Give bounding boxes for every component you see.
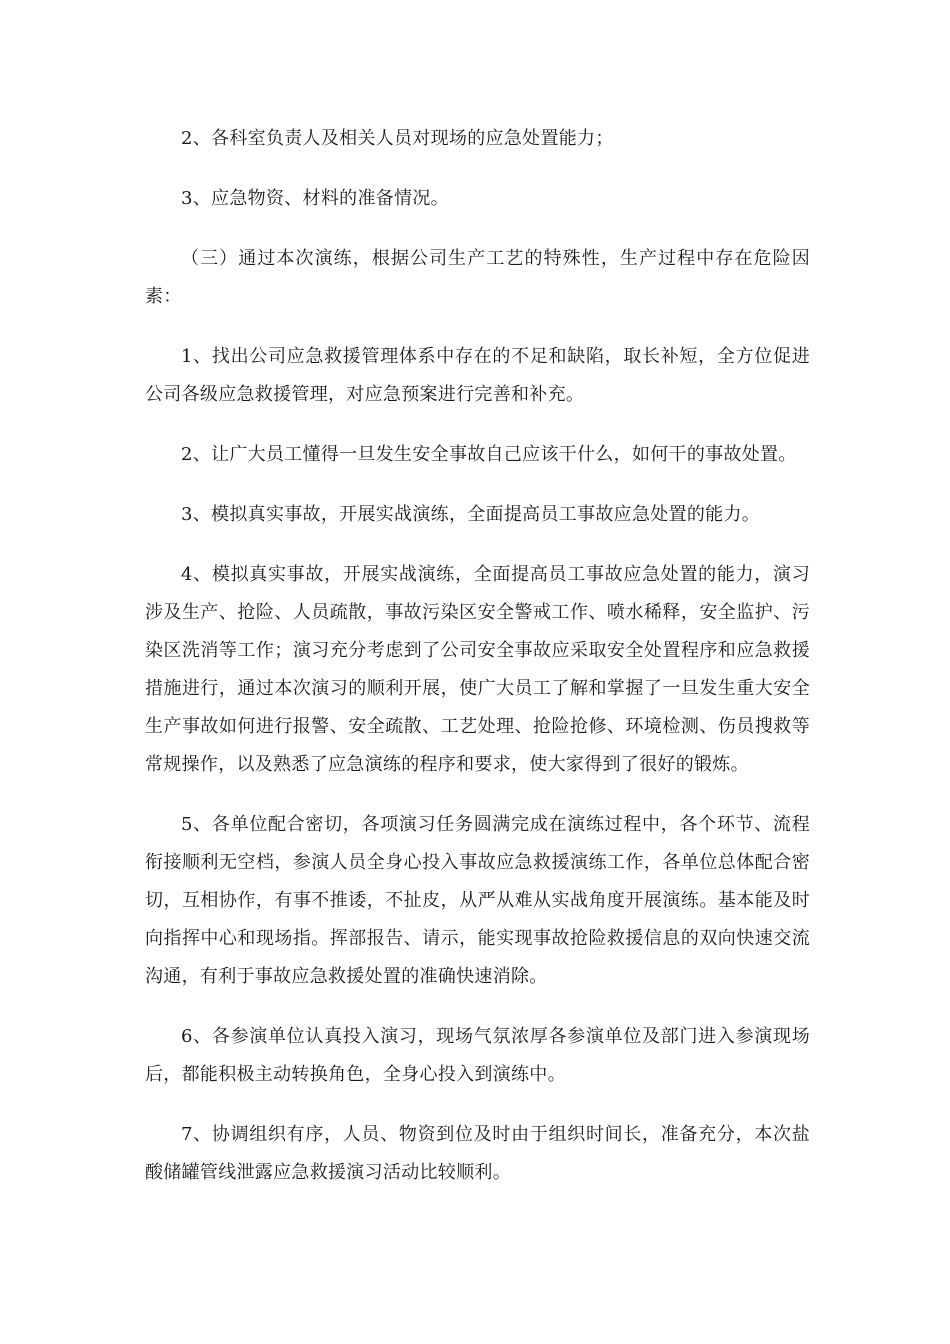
paragraph-point-1: 1、找出公司应急救援管理体系中存在的不足和缺陷，取长补短，全方位促进公司各级应急救援管理，对应急预案进行完善和补充。 <box>145 346 810 405</box>
paragraph-point-7: 7、协调组织有序，人员、物资到位及时由于组织时间长，准备充分，本次盐酸储罐管线泄露应急救援演习活动比较顺利。 <box>145 1124 810 1183</box>
paragraph-item-3-supplies: 3、应急物资、材料的准备情况。 <box>181 188 449 209</box>
paragraph-point-6: 6、各参演单位认真投入演习，现场气氛浓厚各参演单位及部门进入参演现场后，都能积极主动转换角色，全身心投入到演练中。 <box>145 1026 810 1085</box>
document-body <box>145 120 810 1214</box>
paragraph-section-3-heading: （三）通过本次演练，根据公司生产工艺的特殊性，生产过程中存在危险因素： <box>145 248 810 307</box>
paragraph-point-4: 4、模拟真实事故，开展实战演练，全面提高员工事故应急处置的能力，演习涉及生产、抢险、人员疏散，事故污染区安全警戒工作、喷水稀释，安全监护、污染区洗消等工作；演习充分考虑到了公司安全事故应采取安全处置程序和应急救援措施进行，通过本次演习的顺利开展，使广大员工了解和掌握了一旦发生重大安全生产事故如何进行报警、安全疏散、工艺处理、抢险抢修、环境检测、伤员搜救等常规操作，以及熟悉了应急演练的程序和要求，使大家得到了很好的锻炼。 <box>145 564 810 775</box>
paragraph-point-5: 5、各单位配合密切，各项演习任务圆满完成在演练过程中，各个环节、流程衔接顺利无空档，参演人员全身心投入事故应急救援演练工作，各单位总体配合密切，互相协作，有事不推诿，不扯皮，从严从难从实战角度开展演练。基本能及时向指挥中心和现场指。挥部报告、请示，能实现事故抢险救援信息的双向快速交流沟通，有利于事故应急救援处置的准确快速消除。 <box>145 814 810 987</box>
paragraph-item-2-response-capability: 2、各科室负责人及相关人员对现场的应急处置能力； <box>181 128 614 149</box>
paragraph-point-3: 3、模拟真实事故，开展实战演练，全面提高员工事故应急处置的能力。 <box>181 504 761 525</box>
paragraph-point-2: 2、让广大员工懂得一旦发生安全事故自己应该干什么，如何干的事故处置。 <box>181 444 797 465</box>
